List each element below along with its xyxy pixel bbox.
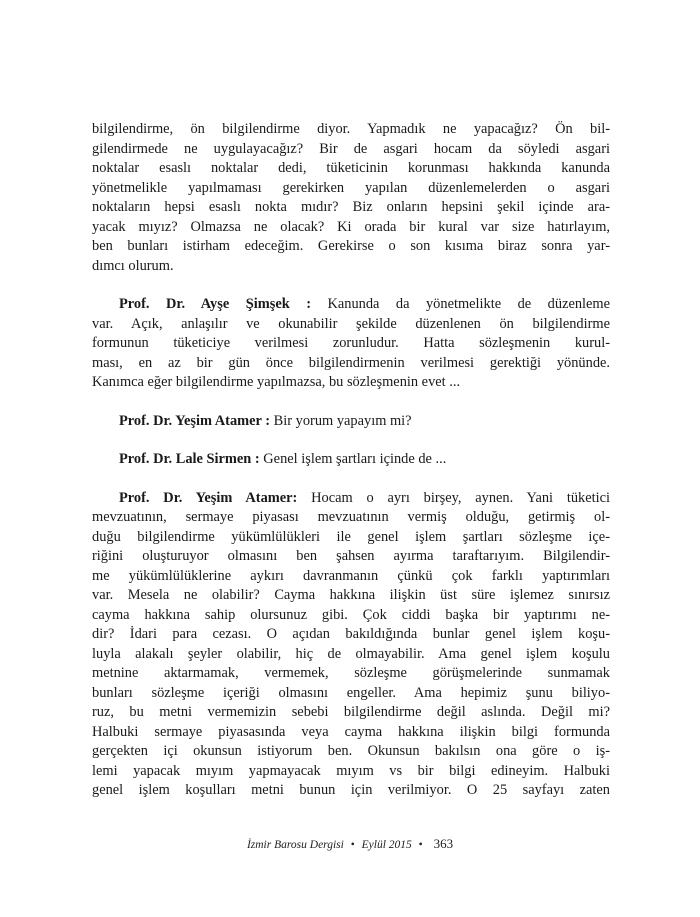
- page-footer: [0, 836, 700, 852]
- line-text: var. Mesela ne olabilir? Cayma hakkına ilişkin üst süre işlemez sınırsız: [92, 587, 610, 603]
- text-line: [92, 257, 610, 277]
- footer-page-number: 363: [433, 836, 454, 851]
- text-line: [92, 179, 610, 199]
- line-text: Halbuki sermaye piyasasında veya cayma hakkına ilişkin bilgi formunda: [92, 723, 610, 740]
- text-line: [92, 703, 610, 723]
- page-body: [92, 120, 610, 820]
- text-line: [92, 159, 610, 179]
- line-text: me yükümlülüklerine aykırı davranmanın çünkü çok farklı yaptırımları: [92, 567, 610, 584]
- text-line: [92, 120, 610, 140]
- line-text: duğu bilgilendirme yükümlülükleri ile genel işlem şartları sözleşme içe-: [92, 528, 610, 545]
- text-line: [92, 723, 610, 743]
- line-text: Bir yorum yapayım mi?: [270, 412, 412, 429]
- text-line: [92, 742, 610, 762]
- text-line: [92, 489, 610, 509]
- line-text: genel işlem koşulları metni bunun için verilmiyor. O 25 sayfayı zaten: [92, 782, 610, 798]
- text-line: [92, 586, 610, 606]
- line-text: formunun tüketiciye verilmesi zorunludur. Hatta sözleşmenin kurul-: [92, 335, 610, 351]
- line-text: lemi yapacak mıyım yapmayacak mıyım vs bir bilgi edineyim. Halbuki: [92, 762, 610, 779]
- text-line: [92, 567, 610, 587]
- text-paragraph: [92, 120, 610, 276]
- text-line: [92, 528, 610, 548]
- line-text: yönetmelikle yapılmaması gerekirken yapılan düzenlemelerden o asgari: [92, 179, 610, 196]
- text-line: [92, 762, 610, 782]
- text-line: [92, 237, 610, 257]
- text-line: [92, 625, 610, 645]
- line-text: Kanunda da yönetmelikte de düzenleme: [311, 296, 611, 312]
- text-line: [92, 295, 610, 315]
- line-text: mevzuatının, sermaye piyasası mevzuatının vermiş olduğu, getirmiş ol-: [92, 509, 610, 525]
- line-text: noktalar esaslı noktalar dedi, tüketicinin korunması hakkında kanunda: [92, 160, 610, 176]
- text-line: [92, 334, 610, 354]
- speaker-name: Prof. Dr. Ayşe Şimşek :: [119, 296, 311, 312]
- text-line: [92, 373, 610, 393]
- line-text: luyla alakalı şeyler olabilir, hiç de olmayabilir. Ama genel işlem koşulu: [92, 645, 610, 662]
- footer-journal-name: İzmir Barosu Dergisi: [246, 839, 344, 851]
- text-line: [92, 218, 610, 238]
- line-text: riğini oluşturuyor olmasını ben şahsen ayırma taraftarıyım. Bilgilendir-: [92, 548, 610, 564]
- line-text: noktaların hepsi esaslı nokta mıdır? Biz onların hepsini şekil içinde ara-: [92, 199, 610, 215]
- line-text: ması, en az bir gün önce bilgilendirmenin verilmesi gerektiği yönünde.: [92, 354, 610, 371]
- speaker-paragraph: [92, 489, 610, 801]
- line-text: cayma hakkına sahip olursunuz gibi. Çok ciddi başka bir yaptırımı ne-: [92, 606, 610, 623]
- text-line: [92, 645, 610, 665]
- line-text: gerçekten içi okunsun istiyorum ben. Okunsun bakılsın ona göre o iş-: [92, 743, 610, 759]
- line-text: yacak mıyız? Olmazsa ne olacak? Ki orada bir kural var size hatırlayım,: [92, 218, 610, 235]
- line-text: bilgilendirme, ön bilgilendirme diyor. Yapmadık ne yapacağız? Ön bil-: [92, 121, 610, 137]
- line-text: ruz, bu metni vermemizin sebebi bilgilendirme değil aslında. Değil mi?: [92, 704, 610, 720]
- footer-separator: •: [418, 839, 423, 851]
- line-text: Kanımca eğer bilgilendirme yapılmazsa, bu sözleşmenin evet ...: [92, 374, 461, 390]
- text-line: [92, 354, 610, 374]
- line-text: metnine aktarmamak, vermemek, sözleşme görüşmelerinde sunmamak: [92, 665, 610, 681]
- text-line: [92, 412, 610, 432]
- speaker-paragraph: [92, 450, 610, 470]
- text-line: [92, 315, 610, 335]
- text-line: [92, 606, 610, 626]
- line-text: var. Açık, anlaşılır ve okunabilir şekilde düzenlenen ön bilgilendirme: [92, 315, 610, 332]
- text-line: [92, 140, 610, 160]
- speaker-name: Prof. Dr. Lale Sirmen :: [119, 451, 260, 467]
- text-line: [92, 508, 610, 528]
- text-line: [92, 198, 610, 218]
- footer-separator: •: [350, 839, 355, 851]
- speaker-name: Prof. Dr. Yeşim Atamer :: [119, 412, 271, 429]
- text-line: [92, 684, 610, 704]
- line-text: Hocam o ayrı birşey, aynen. Yani tüketici: [297, 489, 610, 506]
- footer-issue-date: Eylül 2015: [361, 839, 412, 851]
- speaker-paragraph: [92, 295, 610, 393]
- line-text: gilendirmede ne uygulayacağız? Bir de asgari hocam da söyledi asgari: [92, 140, 610, 157]
- line-text: dımcı olurum.: [92, 257, 174, 274]
- text-line: [92, 547, 610, 567]
- text-line: [92, 781, 610, 801]
- text-line: [92, 664, 610, 684]
- line-text: Genel işlem şartları içinde de ...: [259, 451, 447, 467]
- line-text: ben bunları istirham edeceğim. Gerekirse o son kısıma biraz sonra yar-: [92, 238, 610, 254]
- speaker-paragraph: [92, 412, 610, 432]
- text-line: [92, 450, 610, 470]
- line-text: bunları sözleşme içeriği olmasını engeller. Ama hepimiz şunu biliyo-: [92, 684, 610, 701]
- line-text: dir? İdari para cezası. O açıdan bakıldığında bunlar genel işlem koşu-: [92, 626, 610, 642]
- speaker-name: Prof. Dr. Yeşim Atamer:: [119, 489, 298, 506]
